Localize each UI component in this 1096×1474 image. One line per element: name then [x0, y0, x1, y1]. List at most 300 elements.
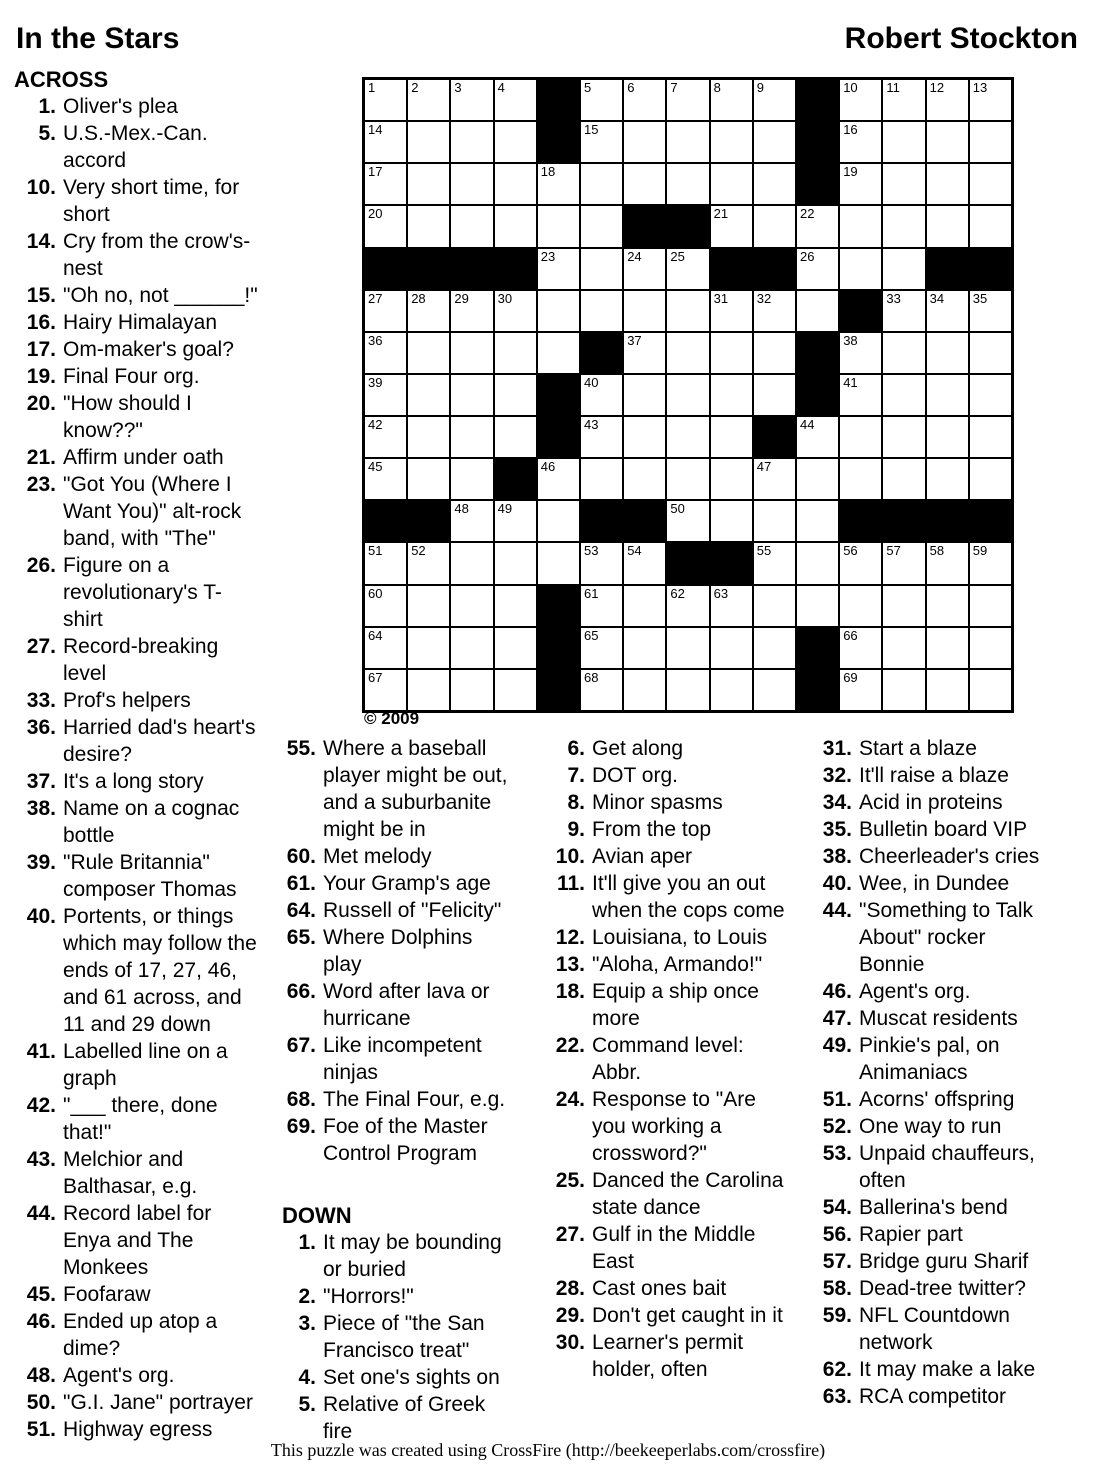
grid-cell-r1-c15[interactable] — [970, 80, 1011, 120]
grid-cell-r7-c6 — [581, 333, 622, 373]
clue-number: 28. — [555, 1277, 585, 1300]
grid-cell-r14-c13[interactable] — [883, 628, 924, 668]
grid-cell-r2-c3[interactable] — [451, 122, 492, 162]
grid-cell-r3-c6[interactable] — [581, 164, 622, 204]
cell-number: 1 — [368, 80, 376, 95]
across-heading: ACROSS — [14, 67, 109, 92]
cell-number: 40 — [584, 374, 599, 390]
clue-number: 59. — [822, 1304, 852, 1327]
cell-number: 35 — [972, 290, 988, 306]
grid-cell-r15-c8[interactable] — [667, 670, 708, 710]
grid-cell-r2-c1[interactable] — [365, 122, 406, 162]
grid-cell-r9-c7[interactable] — [624, 417, 665, 457]
grid-cell-r6-c15[interactable] — [970, 291, 1011, 331]
grid-cell-r14-c7[interactable] — [624, 628, 665, 668]
grid-cell-r4-c4[interactable] — [495, 206, 536, 246]
across-clue-21 — [14, 444, 260, 471]
clue-text: The Final Four, e.g. — [323, 1088, 506, 1111]
clue-number: 12. — [555, 926, 585, 949]
grid-cell-r5-c11[interactable] — [797, 249, 838, 289]
grid-cell-r1-c11 — [797, 80, 838, 120]
across-clue-50 — [14, 1389, 260, 1416]
grid-cell-r3-c10[interactable] — [754, 164, 795, 204]
clue-number: 65. — [286, 926, 316, 949]
clue-number: 53. — [822, 1142, 852, 1165]
grid-cell-r8-c12[interactable] — [840, 375, 881, 415]
grid-cell-r2-c9[interactable] — [711, 122, 752, 162]
grid-cell-r9-c12[interactable] — [840, 417, 881, 457]
down-clue-13 — [551, 951, 792, 978]
clue-number: 31. — [822, 737, 852, 760]
grid-cell-r3-c4[interactable] — [495, 164, 536, 204]
grid-cell-r13-c7[interactable] — [624, 586, 665, 626]
grid-cell-r1-c3[interactable] — [451, 80, 492, 120]
grid-cell-r8-c8[interactable] — [667, 375, 708, 415]
grid-cell-r6-c5[interactable] — [538, 291, 579, 331]
grid-cell-r14-c4[interactable] — [495, 628, 536, 668]
grid-cell-r14-c9[interactable] — [711, 628, 752, 668]
grid-cell-r8-c4[interactable] — [495, 375, 536, 415]
grid-cell-r12-c7[interactable] — [624, 543, 665, 583]
grid-cell-r14-c2[interactable] — [408, 628, 449, 668]
cell-number: 25 — [670, 248, 685, 264]
cell-number: 8 — [713, 80, 721, 95]
grid-cell-r12-c1[interactable] — [365, 543, 406, 583]
grid-cell-r6-c3[interactable] — [451, 291, 492, 331]
clue-text: Harried dad's heart's desire? — [63, 716, 256, 766]
grid-cell-r7-c15[interactable] — [970, 333, 1011, 373]
grid-cell-r9-c1[interactable] — [365, 417, 406, 457]
clue-text: "G.I. Jane" portrayer — [63, 1391, 253, 1414]
across-clue-64 — [282, 897, 513, 924]
grid-cell-r6-c8[interactable] — [667, 291, 708, 331]
grid-cell-r11-c3[interactable] — [451, 501, 492, 541]
clue-number: 54. — [822, 1196, 852, 1219]
grid-cell-r14-c15[interactable] — [970, 628, 1011, 668]
clue-text: It'll give you an out when the cops come — [592, 872, 785, 922]
grid-cell-r5-c5[interactable] — [538, 249, 579, 289]
clue-number: 52. — [822, 1115, 852, 1138]
grid-cell-r4-c2[interactable] — [408, 206, 449, 246]
grid-cell-r14-c6[interactable] — [581, 628, 622, 668]
grid-cell-r7-c7[interactable] — [624, 333, 665, 373]
grid-cell-r12-c2[interactable] — [408, 543, 449, 583]
clue-text: It's a long story — [63, 770, 204, 793]
cell-number: 43 — [584, 417, 599, 433]
grid-cell-r9-c4[interactable] — [495, 417, 536, 457]
clue-number: 66. — [286, 980, 316, 1003]
clue-number: 17. — [26, 338, 56, 361]
clue-number: 29. — [555, 1304, 585, 1327]
across-clue-23 — [14, 471, 260, 552]
grid-cell-r14-c5 — [538, 628, 579, 668]
cell-number: 42 — [368, 417, 383, 433]
cell-number: 41 — [843, 374, 858, 390]
clue-number: 69. — [286, 1115, 316, 1138]
grid-cell-r2-c15[interactable] — [970, 122, 1011, 162]
down-clue-12 — [551, 924, 792, 951]
grid-cell-r9-c8[interactable] — [667, 417, 708, 457]
grid-cell-r10-c11[interactable] — [797, 459, 838, 499]
grid-cell-r5-c12[interactable] — [840, 249, 881, 289]
across-clue-14 — [14, 228, 260, 282]
clue-number: 43. — [26, 1148, 56, 1171]
grid-cell-r3-c12[interactable] — [840, 164, 881, 204]
grid-cell-r4-c12[interactable] — [840, 206, 881, 246]
grid-cell-r6-c2[interactable] — [408, 291, 449, 331]
grid-cell-r3-c14[interactable] — [927, 164, 968, 204]
grid-cell-r11-c14 — [927, 501, 968, 541]
grid-cell-r1-c4[interactable] — [495, 80, 536, 120]
clue-number: 38. — [822, 845, 852, 868]
grid-cell-r1-c13[interactable] — [883, 80, 924, 120]
grid-cell-r6-c6[interactable] — [581, 291, 622, 331]
cell-number: 3 — [454, 80, 462, 95]
grid-cell-r13-c10[interactable] — [754, 586, 795, 626]
grid-cell-r7-c2[interactable] — [408, 333, 449, 373]
grid-cell-r6-c14[interactable] — [927, 291, 968, 331]
grid-cell-r15-c12[interactable] — [840, 670, 881, 710]
grid-cell-r3-c3[interactable] — [451, 164, 492, 204]
grid-cell-r2-c10[interactable] — [754, 122, 795, 162]
grid-cell-r7-c12[interactable] — [840, 333, 881, 373]
grid-cell-r6-c4[interactable] — [495, 291, 536, 331]
clue-number: 14. — [26, 230, 56, 253]
grid-cell-r10-c10[interactable] — [754, 459, 795, 499]
grid-cell-r3-c5[interactable] — [538, 164, 579, 204]
grid-cell-r7-c10[interactable] — [754, 333, 795, 373]
puzzle-author: Robert Stockton — [844, 22, 1078, 55]
grid-cell-r7-c13[interactable] — [883, 333, 924, 373]
clue-number: 10. — [555, 845, 585, 868]
clue-number: 57. — [822, 1250, 852, 1273]
grid-cell-r1-c2[interactable] — [408, 80, 449, 120]
grid-cell-r7-c1[interactable] — [365, 333, 406, 373]
grid-cell-r12-c14[interactable] — [927, 543, 968, 583]
clue-text: Record-breaking level — [63, 635, 219, 685]
clue-text: Om-maker's goal? — [63, 338, 234, 361]
clue-text: Record label for Enya and The Monkees — [63, 1202, 212, 1279]
grid-cell-r8-c2[interactable] — [408, 375, 449, 415]
across-clue-10 — [14, 174, 260, 228]
grid-cell-r10-c6[interactable] — [581, 459, 622, 499]
cell-number: 5 — [584, 80, 592, 95]
grid-cell-r3-c13[interactable] — [883, 164, 924, 204]
grid-cell-r15-c11 — [797, 670, 838, 710]
grid-cell-r1-c9[interactable] — [711, 80, 752, 120]
cell-number: 66 — [843, 627, 858, 643]
grid-cell-r12-c10[interactable] — [754, 543, 795, 583]
clue-number: 2. — [298, 1285, 316, 1308]
grid-cell-r10-c1[interactable] — [365, 459, 406, 499]
clue-number: 64. — [286, 899, 316, 922]
grid-cell-r14-c14[interactable] — [927, 628, 968, 668]
clue-number: 30. — [555, 1331, 585, 1354]
grid-cell-r11-c4[interactable] — [495, 501, 536, 541]
across-clue-48 — [14, 1362, 260, 1389]
clue-number: 27. — [26, 635, 56, 658]
grid-cell-r8-c3[interactable] — [451, 375, 492, 415]
grid-cell-r2-c12[interactable] — [840, 122, 881, 162]
grid-cell-r15-c9[interactable] — [711, 670, 752, 710]
grid-cell-r10-c9[interactable] — [711, 459, 752, 499]
grid-cell-r15-c13[interactable] — [883, 670, 924, 710]
down-clue-51 — [818, 1086, 1054, 1113]
grid-cell-r12-c3[interactable] — [451, 543, 492, 583]
grid-cell-r6-c7[interactable] — [624, 291, 665, 331]
grid-cell-r9-c9[interactable] — [711, 417, 752, 457]
grid-cell-r14-c12[interactable] — [840, 628, 881, 668]
down-clue-4 — [282, 1364, 513, 1391]
grid-cell-r7-c11 — [797, 333, 838, 373]
grid-cell-r2-c14[interactable] — [927, 122, 968, 162]
grid-cell-r2-c2[interactable] — [408, 122, 449, 162]
grid-cell-r9-c11[interactable] — [797, 417, 838, 457]
grid-cell-r4-c5[interactable] — [538, 206, 579, 246]
down-clue-53 — [818, 1140, 1054, 1194]
grid-cell-r11-c11[interactable] — [797, 501, 838, 541]
grid-cell-r14-c3[interactable] — [451, 628, 492, 668]
crossword-grid[interactable] — [362, 77, 1014, 713]
clue-number: 33. — [26, 689, 56, 712]
grid-cell-r3-c8[interactable] — [667, 164, 708, 204]
grid-cell-r5-c13[interactable] — [883, 249, 924, 289]
grid-cell-r10-c5[interactable] — [538, 459, 579, 499]
clue-number: 15. — [26, 284, 56, 307]
grid-cell-r3-c9[interactable] — [711, 164, 752, 204]
grid-cell-r14-c10[interactable] — [754, 628, 795, 668]
grid-cell-r6-c13[interactable] — [883, 291, 924, 331]
grid-cell-r4-c6[interactable] — [581, 206, 622, 246]
down-clue-24 — [551, 1086, 792, 1167]
cell-number: 14 — [368, 122, 383, 138]
across-clue-19 — [14, 363, 260, 390]
down-clue-27 — [551, 1221, 792, 1275]
grid-cell-r10-c3[interactable] — [451, 459, 492, 499]
clue-text: Bulletin board VIP — [859, 818, 1028, 841]
cell-number: 13 — [972, 80, 988, 95]
clue-number: 36. — [26, 716, 56, 739]
clue-number: 13. — [555, 953, 585, 976]
grid-cell-r10-c7[interactable] — [624, 459, 665, 499]
grid-cell-r14-c1[interactable] — [365, 628, 406, 668]
down-clue-58 — [818, 1275, 1054, 1302]
grid-cell-r8-c13[interactable] — [883, 375, 924, 415]
down-clue-44 — [818, 897, 1054, 978]
grid-cell-r13-c1[interactable] — [365, 586, 406, 626]
grid-cell-r9-c13[interactable] — [883, 417, 924, 457]
grid-cell-r3-c2[interactable] — [408, 164, 449, 204]
grid-cell-r3-c7[interactable] — [624, 164, 665, 204]
clue-number: 51. — [26, 1418, 56, 1441]
grid-cell-r13-c8[interactable] — [667, 586, 708, 626]
clue-text: Set one's sights on — [323, 1366, 500, 1389]
clue-text: Very short time, for short — [63, 176, 240, 226]
grid-cell-r15-c6[interactable] — [581, 670, 622, 710]
grid-cell-r13-c4[interactable] — [495, 586, 536, 626]
clue-number: 47. — [822, 1007, 852, 1030]
grid-cell-r11-c9[interactable] — [711, 501, 752, 541]
down-clue-5 — [282, 1391, 513, 1445]
grid-cell-r15-c7[interactable] — [624, 670, 665, 710]
grid-cell-r15-c4[interactable] — [495, 670, 536, 710]
grid-cell-r5-c9 — [711, 249, 752, 289]
grid-cell-r8-c9[interactable] — [711, 375, 752, 415]
grid-cell-r9-c15[interactable] — [970, 417, 1011, 457]
grid-cell-r11-c5[interactable] — [538, 501, 579, 541]
grid-cell-r8-c15[interactable] — [970, 375, 1011, 415]
grid-cell-r15-c14[interactable] — [927, 670, 968, 710]
clue-number: 35. — [822, 818, 852, 841]
clue-text: Labelled line on a graph — [63, 1040, 228, 1090]
grid-cell-r4-c9[interactable] — [711, 206, 752, 246]
clue-text: "___ there, done that!" — [63, 1094, 218, 1144]
grid-cell-r13-c14[interactable] — [927, 586, 968, 626]
grid-cell-r3-c15[interactable] — [970, 164, 1011, 204]
grid-cell-r4-c15[interactable] — [970, 206, 1011, 246]
grid-cell-r11-c7 — [624, 501, 665, 541]
clue-text: Wee, in Dundee — [859, 872, 1010, 895]
grid-cell-r7-c3[interactable] — [451, 333, 492, 373]
grid-cell-r1-c12[interactable] — [840, 80, 881, 120]
clue-number: 16. — [26, 311, 56, 334]
grid-cell-r7-c9[interactable] — [711, 333, 752, 373]
cell-number: 68 — [584, 669, 599, 685]
grid-cell-r10-c8[interactable] — [667, 459, 708, 499]
grid-cell-r6-c9[interactable] — [711, 291, 752, 331]
grid-cell-r13-c12[interactable] — [840, 586, 881, 626]
grid-cell-r15-c15[interactable] — [970, 670, 1011, 710]
clue-number: 11. — [556, 872, 585, 895]
grid-cell-r3-c1[interactable] — [365, 164, 406, 204]
grid-cell-r15-c10[interactable] — [754, 670, 795, 710]
grid-cell-r13-c9[interactable] — [711, 586, 752, 626]
grid-cell-r7-c4[interactable] — [495, 333, 536, 373]
across-clue-37 — [14, 768, 260, 795]
grid-cell-r1-c6[interactable] — [581, 80, 622, 120]
grid-cell-r12-c6[interactable] — [581, 543, 622, 583]
grid-cell-r10-c15[interactable] — [970, 459, 1011, 499]
grid-cell-r8-c7[interactable] — [624, 375, 665, 415]
cell-number: 31 — [713, 290, 729, 306]
grid-cell-r5-c6[interactable] — [581, 249, 622, 289]
grid-cell-r14-c8[interactable] — [667, 628, 708, 668]
grid-cell-r6-c12 — [840, 291, 881, 331]
grid-cell-r9-c3[interactable] — [451, 417, 492, 457]
grid-cell-r6-c11[interactable] — [797, 291, 838, 331]
grid-cell-r10-c13[interactable] — [883, 459, 924, 499]
grid-cell-r12-c13[interactable] — [883, 543, 924, 583]
clue-number: 49. — [822, 1034, 852, 1057]
grid-cell-r8-c6[interactable] — [581, 375, 622, 415]
clue-text: Bridge guru Sharif — [859, 1250, 1029, 1273]
grid-cell-r12-c4[interactable] — [495, 543, 536, 583]
cell-number: 18 — [540, 164, 556, 180]
grid-cell-r4-c13[interactable] — [883, 206, 924, 246]
cell-number: 9 — [756, 80, 765, 95]
grid-cell-r8-c1[interactable] — [365, 375, 406, 415]
down-clue-7 — [551, 762, 792, 789]
grid-cell-r13-c11[interactable] — [797, 586, 838, 626]
grid-cell-r7-c8[interactable] — [667, 333, 708, 373]
down-clue-8 — [551, 789, 792, 816]
clue-text: "Aloha, Armando!" — [592, 953, 763, 976]
grid-cell-r1-c8[interactable] — [667, 80, 708, 120]
grid-cell-r8-c10[interactable] — [754, 375, 795, 415]
grid-cell-r6-c10[interactable] — [754, 291, 795, 331]
grid-cell-r2-c4[interactable] — [495, 122, 536, 162]
grid-cell-r9-c6[interactable] — [581, 417, 622, 457]
clue-number: 41. — [26, 1040, 56, 1063]
grid-cell-r4-c10[interactable] — [754, 206, 795, 246]
grid-cell-r7-c14[interactable] — [927, 333, 968, 373]
grid-cell-r11-c10[interactable] — [754, 501, 795, 541]
across-clue-1 — [14, 93, 260, 120]
grid-cell-r12-c12[interactable] — [840, 543, 881, 583]
grid-cell-r13-c3[interactable] — [451, 586, 492, 626]
grid-cell-r1-c14[interactable] — [927, 80, 968, 120]
puzzle-title: In the Stars — [16, 22, 180, 55]
grid-cell-r13-c2[interactable] — [408, 586, 449, 626]
grid-cell-r12-c5[interactable] — [538, 543, 579, 583]
grid-cell-r4-c1[interactable] — [365, 206, 406, 246]
grid-cell-r6-c1[interactable] — [365, 291, 406, 331]
grid-cell-r11-c2 — [408, 501, 449, 541]
grid-cell-r8-c14[interactable] — [927, 375, 968, 415]
clue-text: Louisiana, to Louis — [592, 926, 768, 949]
grid-cell-r7-c5[interactable] — [538, 333, 579, 373]
grid-cell-r5-c7[interactable] — [624, 249, 665, 289]
grid-cell-r10-c12[interactable] — [840, 459, 881, 499]
clue-number: 60. — [286, 845, 316, 868]
grid-cell-r1-c1[interactable] — [365, 80, 406, 120]
grid-cell-r13-c15[interactable] — [970, 586, 1011, 626]
grid-cell-r2-c13[interactable] — [883, 122, 924, 162]
grid-cell-r10-c14[interactable] — [927, 459, 968, 499]
grid-cell-r15-c1[interactable] — [365, 670, 406, 710]
grid-cell-r2-c7[interactable] — [624, 122, 665, 162]
grid-cell-r1-c10[interactable] — [754, 80, 795, 120]
clue-number: 58. — [822, 1277, 852, 1300]
grid-cell-r13-c6[interactable] — [581, 586, 622, 626]
grid-cell-r13-c13[interactable] — [883, 586, 924, 626]
grid-cell-r4-c11[interactable] — [797, 206, 838, 246]
grid-cell-r4-c3[interactable] — [451, 206, 492, 246]
grid-cell-r15-c3[interactable] — [451, 670, 492, 710]
grid-cell-r2-c8[interactable] — [667, 122, 708, 162]
grid-cell-r11-c8[interactable] — [667, 501, 708, 541]
grid-cell-r12-c11[interactable] — [797, 543, 838, 583]
cell-number: 26 — [800, 248, 815, 264]
grid-cell-r15-c2[interactable] — [408, 670, 449, 710]
grid-cell-r5-c8[interactable] — [667, 249, 708, 289]
across-clue-list-2 — [282, 735, 513, 1167]
clue-number: 39. — [26, 851, 56, 874]
grid-cell-r9-c14[interactable] — [927, 417, 968, 457]
across-clue-60 — [282, 843, 513, 870]
grid-cell-r2-c6[interactable] — [581, 122, 622, 162]
grid-cell-r9-c2[interactable] — [408, 417, 449, 457]
clue-number: 38. — [26, 797, 56, 820]
across-clue-15 — [14, 282, 260, 309]
grid-cell-r1-c7[interactable] — [624, 80, 665, 120]
grid-cell-r10-c2[interactable] — [408, 459, 449, 499]
clue-number: 61. — [286, 872, 316, 895]
grid-cell-r12-c15[interactable] — [970, 543, 1011, 583]
cell-number: 21 — [713, 206, 729, 222]
clue-text: Your Gramp's age — [323, 872, 491, 895]
grid-cell-r4-c14[interactable] — [927, 206, 968, 246]
